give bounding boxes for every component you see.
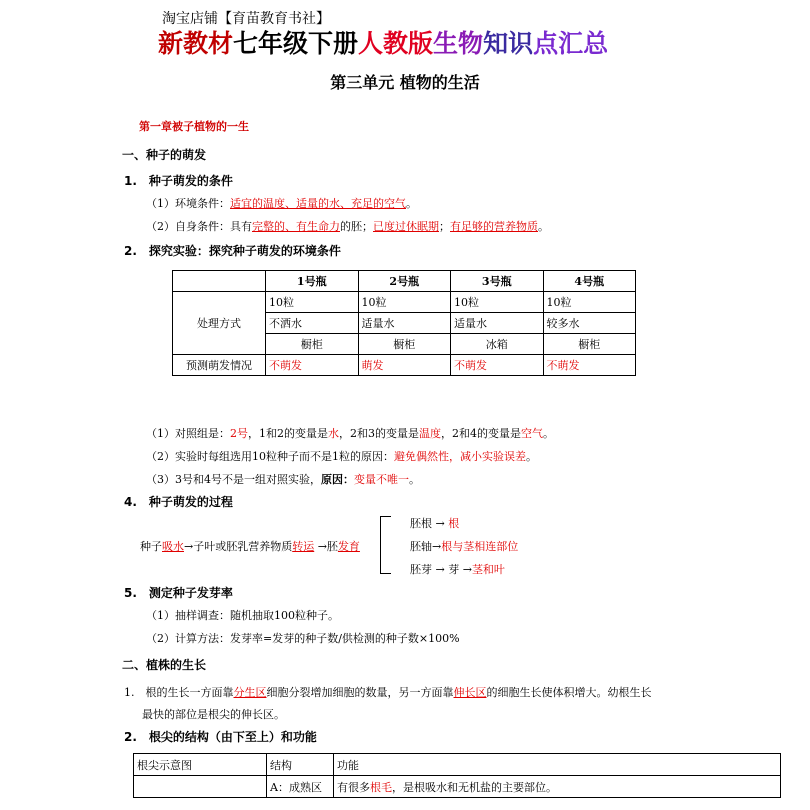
note-1-answer: 水 — [328, 427, 339, 440]
row-label-treatment: 处理方式 — [173, 292, 266, 355]
root-text: 1. 根的生长一方面靠 — [124, 686, 234, 699]
table-header-cell: 4号瓶 — [543, 271, 636, 292]
branch-plumule — [410, 561, 505, 577]
document-title — [158, 24, 608, 60]
title-part-4: 生物 — [433, 29, 484, 58]
table-header-cell: 1号瓶 — [266, 271, 359, 292]
function-answer: 根毛 — [370, 780, 392, 794]
experiment-table — [172, 270, 636, 376]
note-1-text: 。 — [543, 427, 554, 440]
chapter-heading: 第一章被子植物的一生 — [139, 120, 249, 133]
env-value: 适宜的温度、适量的水、充足的空气 — [230, 197, 406, 210]
table-header-cell: 2号瓶 — [358, 271, 451, 292]
item-5-heading: 5. 测定种子发芽率 — [124, 586, 233, 600]
table-cell: 冰箱 — [451, 334, 544, 355]
table-cell: 不萌发 — [543, 355, 636, 376]
table-cell: 10粒 — [451, 292, 544, 313]
table-cell: 适量水 — [451, 313, 544, 334]
table-cell — [334, 776, 781, 798]
note-3-answer: 变量不唯一 — [354, 473, 409, 486]
table-cell: 适量水 — [358, 313, 451, 334]
branch-answer: 茎和叶 — [471, 563, 505, 576]
note-1 — [146, 425, 554, 441]
note-1-text: ，2和4的变量是 — [441, 427, 521, 440]
table-cell: 橱柜 — [358, 334, 451, 355]
self-value-2: 已度过休眠期 — [373, 220, 439, 233]
self-prefix: （2）自身条件：具有 — [146, 220, 252, 233]
function-text: ，是根吸水和无机盐的主要部位。 — [392, 780, 557, 794]
root-tip-heading: 2. 根尖的结构（由下至上）和功能 — [124, 730, 317, 744]
self-mid: 的胚； — [340, 220, 373, 233]
env-end: 。 — [406, 197, 417, 210]
item-1-heading: 1. 种子萌发的条件 — [124, 174, 233, 188]
process-answer: 吸水 — [162, 540, 184, 553]
table-cell: 较多水 — [543, 313, 636, 334]
note-1-text: ，1和2的变量是 — [248, 427, 328, 440]
table-cell: 10粒 — [266, 292, 359, 313]
title-part-6: 点汇总 — [533, 29, 609, 58]
note-3-text: （3）3号和4号不是一组对照实验， — [146, 473, 321, 486]
note-2 — [146, 448, 537, 464]
table-cell: A：成熟区 — [267, 776, 334, 798]
item-4-heading: 4. 种子萌发的过程 — [124, 495, 233, 509]
function-text: 有很多 — [337, 780, 370, 794]
note-1-text: ，2和3的变量是 — [339, 427, 419, 440]
table-header-cell: 3号瓶 — [451, 271, 544, 292]
section-1-title: 一、种子的萌发 — [122, 148, 207, 162]
self-value-1: 完整的、有生命力 — [252, 220, 340, 233]
root-answer: 伸长区 — [453, 686, 487, 699]
note-3 — [146, 471, 420, 487]
env-prefix: （1）环境条件： — [146, 197, 230, 210]
note-1-answer: 空气 — [521, 427, 543, 440]
note-2-text: 。 — [526, 450, 537, 463]
table-cell: 橱柜 — [266, 334, 359, 355]
root-growth-line — [124, 684, 652, 700]
item-2-heading: 2. 探究实验：探究种子萌发的环境条件 — [124, 244, 341, 258]
table-header-cell: 功能 — [334, 754, 781, 776]
note-1-text: （1）对照组是： — [146, 427, 230, 440]
section-2-title: 二、植株的生长 — [122, 658, 207, 672]
note-2-text: （2）实验时每组选用10粒种子而不是1粒的原因： — [146, 450, 394, 463]
branch-text: 胚根 → — [410, 517, 449, 530]
process-answer: 转运 — [292, 540, 315, 553]
rate-line-1: （1）抽样调查：随机抽取100粒种子。 — [146, 609, 339, 622]
table-row — [173, 292, 636, 313]
table-cell: 不萌发 — [266, 355, 359, 376]
table-cell: 10粒 — [358, 292, 451, 313]
process-answer: 发育 — [337, 540, 360, 553]
rate-line-2: （2）计算方法：发芽率=发芽的种子数/供检测的种子数×100% — [146, 632, 460, 645]
note-3-label: 原因： — [321, 473, 354, 486]
title-part-2: 七年级下册 — [233, 29, 359, 58]
table-header-cell: 根尖示意图 — [134, 754, 267, 776]
branch-text: 胚芽 → 芽 → — [410, 563, 472, 576]
row-label-prediction: 预测萌发情况 — [173, 355, 266, 376]
store-label: 淘宝店铺【育苗教育书社】 — [162, 11, 330, 27]
table-cell: 萌发 — [358, 355, 451, 376]
branch-radicle — [410, 515, 459, 531]
table-cell: 不萌发 — [451, 355, 544, 376]
table-header-row — [173, 271, 636, 292]
table-cell-diagram — [134, 776, 267, 798]
title-part-3: 人教版 — [358, 29, 434, 58]
process-line — [140, 538, 360, 554]
table-header-cell: 结构 — [267, 754, 334, 776]
process-brace — [380, 516, 391, 574]
unit-heading: 第三单元 植物的生活 — [330, 73, 480, 92]
branch-hypocotyl — [410, 538, 518, 554]
root-text: 细胞分裂增加细胞的数量，另一方面靠 — [266, 686, 454, 699]
root-growth-line-2: 最快的部位是根尖的伸长区。 — [142, 708, 285, 721]
env-condition-line — [146, 195, 417, 211]
table-cell: 橱柜 — [543, 334, 636, 355]
branch-answer: 根与茎相连部位 — [441, 540, 519, 553]
note-3-text: 。 — [409, 473, 420, 486]
process-text: →胚 — [314, 540, 338, 553]
self-condition-line — [146, 218, 549, 234]
title-part-5: 知识 — [483, 29, 534, 58]
process-text: 种子 — [140, 540, 162, 553]
table-cell: 不洒水 — [266, 313, 359, 334]
self-value-3: 有足够的营养物质 — [450, 220, 538, 233]
root-answer: 分生区 — [233, 686, 267, 699]
table-cell: 10粒 — [543, 292, 636, 313]
self-sep: ； — [439, 220, 450, 233]
root-text: 的细胞生长使体积增大。幼根生长 — [486, 686, 652, 699]
process-text: →子叶或胚乳营养物质 — [184, 540, 293, 553]
table-header-cell — [173, 271, 266, 292]
note-2-answer: 避免偶然性，减小实验误差 — [394, 450, 526, 463]
table-row — [173, 355, 636, 376]
branch-answer: 根 — [448, 517, 460, 530]
note-1-answer: 温度 — [419, 427, 441, 440]
title-part-1: 新教材 — [158, 29, 234, 58]
branch-text: 胚轴→ — [410, 540, 442, 553]
self-end: 。 — [538, 220, 549, 233]
root-tip-table — [133, 753, 781, 798]
table-header-row — [134, 754, 781, 776]
table-row — [134, 776, 781, 798]
note-1-answer: 2号 — [230, 427, 248, 440]
